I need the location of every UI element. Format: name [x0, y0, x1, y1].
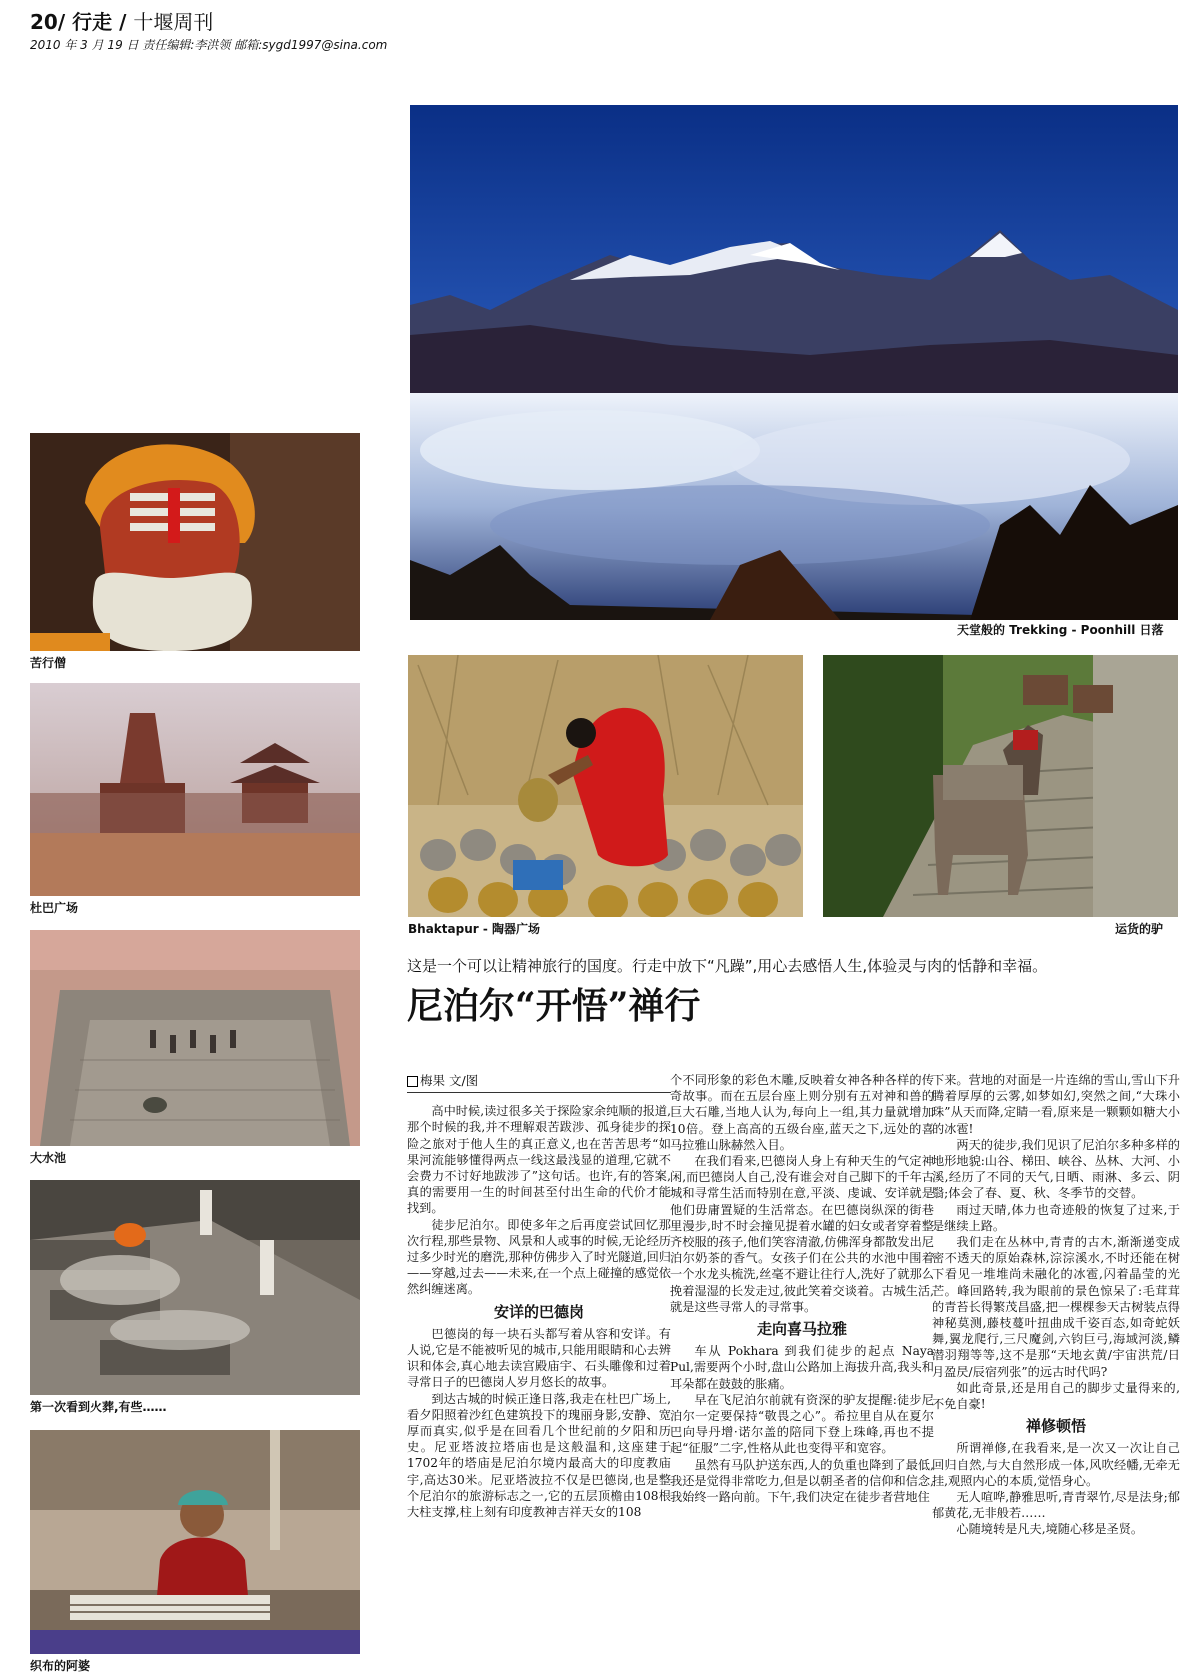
- paragraph: 个不同形象的彩色木雕,反映着女神各种各样的传奇故事。而在五层台座上则分别有五对神和兽的巨大石雕,当地人认为,每向上一组,其力量就增加10倍。登上高高的五级台座,蓝天之下,远处的喜马拉雅山脉赫然入目。: [670, 1073, 934, 1152]
- paragraph: 早在飞尼泊尔前就有资深的驴友提醒:徒步尼泊尔一定要保持“敬畏之心”。希拉里自从在夏尔巴向导丹增·诺尔盖的陪同下登上珠峰,再也不提起“征服”二字,性格从此也变得平和宽容。: [670, 1392, 934, 1456]
- article-column-3: [932, 1072, 1180, 1672]
- paragraph: 如此奇景,还是用自己的脚步丈量得来的,不免自豪!: [932, 1380, 1180, 1412]
- pool-photo: [30, 930, 360, 1146]
- dateline: 2010 年 3 月 19 日 责任编辑:李洪领 邮箱:sygd1997@sina.com: [30, 38, 388, 52]
- weaver-photo: [30, 1430, 360, 1654]
- weaver-caption: 织布的阿婆: [30, 1659, 91, 1673]
- paragraph: 巴德岗的每一块石头都写着从容和安详。有人说,它是不能被听见的城市,只能用眼睛和心去辨识和体会,真心地去读宫殿庙宇、石头雕像和过着寻常日子的巴德岗人岁月悠长的故事。: [407, 1326, 671, 1390]
- paragraph: 到达古城的时候正逢日落,我走在杜巴广场上,看夕阳照着沙红色建筑投下的瑰丽身影,安静、宽厚而真实,似乎是在回看几个世纪前的夕阳和历史。尼亚塔波拉塔庙也是这般温和,这座建于1702年的塔庙是尼泊尔境内最高大的印度教庙宇,高达30米。尼亚塔波拉不仅是巴德岗,也是整个尼泊尔的旅游标志之一,它的五层顶檐由108根大柱支撑,柱上刻有印度教神吉祥天女的108: [407, 1391, 671, 1520]
- paragraph: 两天的徒步,我们见识了尼泊尔多种多样的地形地貌:山谷、梯田、峡谷、丛林、大河、小溪,经历了不同的天气,日晒、雨淋、多云、阴翳;体会了春、夏、秋、冬季节的交替。: [932, 1137, 1180, 1201]
- page-masthead: 20/ 行走 / 十堰周刊: [30, 10, 214, 34]
- paragraph: 车从 Pokhara 到我们徒步的起点 Naya Pul,需要两个小时,盘山公路加上海拔升高,我头和耳朵都在鼓鼓的胀痛。: [670, 1344, 934, 1391]
- article-lead: 这是一个可以让精神旅行的国度。行走中放下“凡躁”,用心去感悟人生,体验灵与肉的恬静和幸福。: [407, 957, 1048, 975]
- durbar-photo: [30, 683, 360, 896]
- paragraph: 徒步尼泊尔。即使多年之后再度尝试回忆那次行程,那些景物、风景和人或事的时候,无论经历过多少时光的磨洗,那种仿佛步入了时光隧道,回归——穿越,过去——未来,在一个点上碰撞的感觉依然纠缠迷离。: [407, 1217, 671, 1297]
- section-heading: 安详的巴德岗: [493, 1302, 584, 1321]
- paragraph: 高中时候,读过很多关于探险家余纯顺的报道,那个时候的我,并不理解艰苦跋涉、孤身徒步的探险之旅对于他人生的真正意义,也在苦苦思考“如果河流能够懂得两点一线这最浅显的道理,它就不会费力不讨好地跋涉了”这句话。也许,有的答案,真的需要用一生的时间甚至付出生命的代价才能找到。: [407, 1104, 671, 1216]
- byline: 梅果 文/图: [407, 1073, 671, 1093]
- byline-box-icon: [407, 1076, 418, 1087]
- article-title: 尼泊尔“开悟”禅行: [407, 985, 701, 1027]
- pottery-photo: [408, 655, 803, 917]
- pool-caption: 大水池: [30, 1151, 67, 1165]
- paragraph: 无人喧哗,静雅思听,青青翠竹,尽是法身;郁郁黄花,无非般若……: [932, 1490, 1180, 1521]
- article-column-2: [670, 1072, 934, 1672]
- publication-name: 十堰周刊: [133, 10, 214, 34]
- sadhu-caption: 苦行僧: [30, 656, 67, 670]
- paragraph: 我们走在丛林中,青青的古木,渐渐递变成密不透天的原始森林,淙淙溪水,不时还能在树下看见一堆堆尚未融化的冰雹,闪着晶莹的光芒。峰回路转,我为眼前的景色惊呆了:毛茸茸的青苔长得繁茂昌盛,把一棵棵参天古树装点得神秘莫测,藤枝蔓叶扭曲成千姿百态,如奇蛇妖舞,翼龙爬行,三尺魔剑,六钧巨弓,海域河淡,鳞潜羽翔等等,这不是那“天地玄黄/宇宙洪荒/日月盈昃/辰宿列张”的远古时代吗?: [932, 1235, 1180, 1379]
- pottery-caption: Bhaktapur - 陶器广场: [408, 922, 540, 936]
- page-number: 20: [30, 10, 58, 34]
- section-name: 行走: [72, 10, 113, 34]
- paragraph: 在我们看来,巴德岗人身上有种天生的气定神闲,而巴德岗人自己,没有谁会对自己脚下的千年古城和寻常生活而特别在意,平淡、虔诚、安详就是他们毋庸置疑的生活常态。在巴德岗纵深的街巷里漫步,时不时会撞见提着水罐的妇女或者穿着整齐校服的孩子,他们笑容清澈,仿佛浑身都散发出尼泊尔奶茶的香气。女孩子们在公共的水池中围着一个水龙头梳洗,丝毫不避让往行人,洗好了就那么挽着湿湿的长发走过,彼此笑着交谈着。古城生活,就是这些寻常人的寻常事。: [670, 1154, 934, 1314]
- sadhu-photo: [30, 433, 360, 651]
- section-heading: 走向喜马拉雅: [756, 1320, 847, 1339]
- cremation-photo: [30, 1180, 360, 1395]
- mountain-caption: 天堂般的 Trekking - Poonhill 日落: [957, 623, 1164, 637]
- durbar-caption: 杜巴广场: [30, 901, 79, 915]
- paragraph: 所谓禅修,在我看来,是一次又一次让自己回归自然,与大自然形成一体,风吹经幡,无牵无挂,观照内心的本质,觉悟身心。: [932, 1441, 1180, 1488]
- donkey-caption: 运货的驴: [1115, 922, 1164, 936]
- paragraph: 心随境转是凡夫,境随心移是圣贤。: [956, 1522, 1144, 1537]
- paragraph: 虽然有马队护送东西,人的负重也降到了最低,我还是觉得非常吃力,但是以朝圣者的信仰和信念,我始终一路向前。下午,我们决定在徒步者营地住: [670, 1457, 934, 1505]
- section-heading: 禅修顿悟: [1025, 1417, 1086, 1436]
- article-column-1: [407, 1073, 671, 1673]
- donkey-photo: [823, 655, 1178, 917]
- paragraph: 雨过天晴,体力也奇迹般的恢复了过来,于是继续上路。: [932, 1202, 1180, 1233]
- paragraph: 下来。营地的对面是一片连绵的雪山,雪山下升腾着厚厚的云雾,如梦如幻,突然之间,“大珠小珠”从天而降,定睛一看,原来是一颗颗如糖大小的冰雹!: [932, 1073, 1180, 1136]
- cremation-caption: 第一次看到火葬,有些……: [30, 1400, 167, 1414]
- mountain-photo: [410, 105, 1178, 620]
